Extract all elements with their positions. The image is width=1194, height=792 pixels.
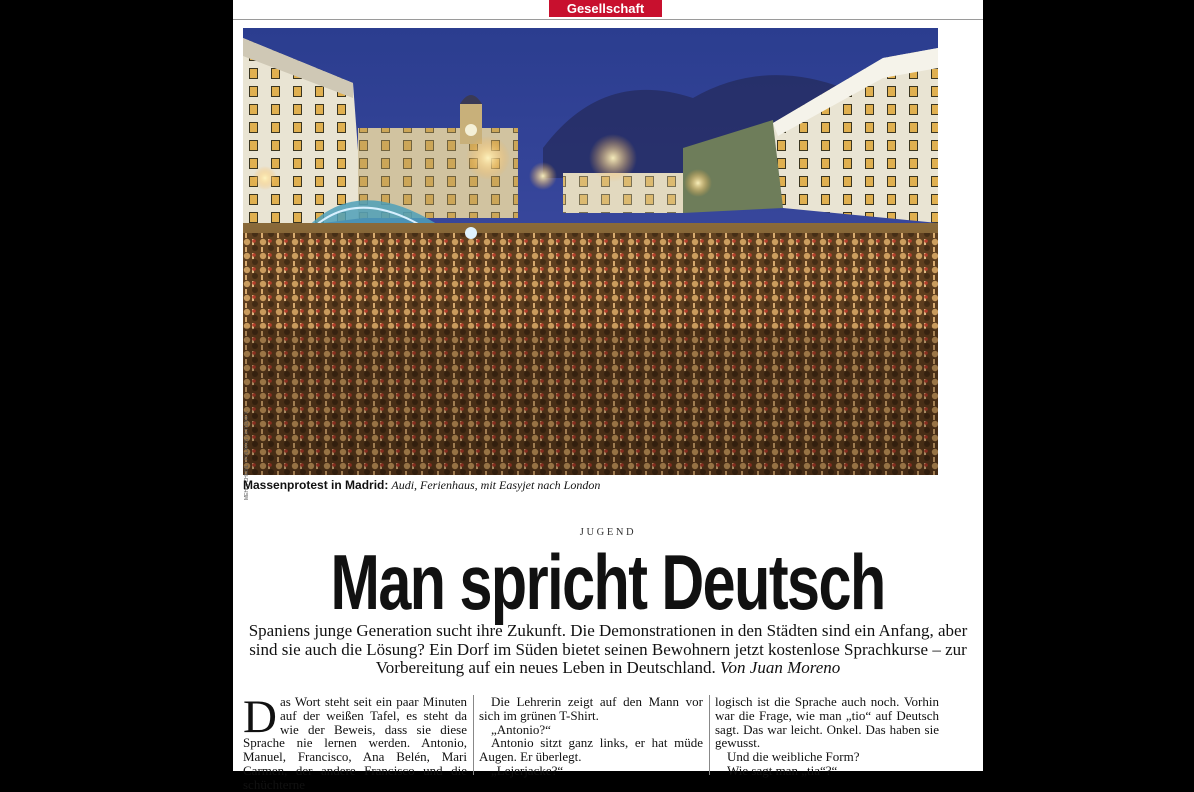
body-paragraph: Die Lehrerin zeigt auf den Mann vor sich im grünen T-Shirt. <box>479 694 703 723</box>
body-paragraph: as Wort steht seit ein paar Minuten auf der weißen Tafel, es steht da wie der Beweis, dass sie diese Sprache nie lernen werden. Antonio, Manuel, Francisco, Ana Belén, Mari Carmen, der andere Francisco und die schüchterne <box>243 694 467 792</box>
body-paragraph: „Antonio?“ <box>491 721 551 737</box>
column-divider <box>709 695 710 775</box>
article-headline <box>233 538 983 626</box>
body-paragraph: Antonio sitzt ganz links, er hat müde Augen. Er überlegt. <box>479 735 703 765</box>
body-paragraph: logisch ist die Sprache auch noch. Vorhin war die Frage, wie man „tio“ auf Deutsch sagt. Das war leicht. Onkel. Das haben sie gewusst. <box>715 694 939 751</box>
drop-cap: D <box>243 691 277 743</box>
body-column-2 <box>479 695 703 778</box>
caption-lead: Massenprotest in Madrid: <box>243 478 389 492</box>
body-paragraph: Und die weibliche Form? <box>727 749 860 765</box>
body-column-3 <box>715 695 939 778</box>
body-paragraph: Wie sagt man „tia“?“ <box>727 762 838 778</box>
deck-text: Spaniens junge Generation sucht ihre Zukunft. Die Demonstrationen in den Städten sind ein Anfang, aber sind sie auch die Lösung? Ein Dorf im Süden bietet seinen Bewohnern jetzt kostenlose Sprachkurse – zur Vorbereitung auf ein neues Leben in Deutschland. <box>248 621 968 678</box>
photo-caption <box>243 478 600 493</box>
article-deck <box>239 622 977 678</box>
article-kicker: JUGEND <box>579 527 637 538</box>
body-paragraph: „Lejerjacke?“ <box>491 762 564 778</box>
section-label[interactable]: Gesellschaft <box>549 0 662 17</box>
article-byline: Von Juan Moreno <box>720 658 841 678</box>
headline-text: Man spricht Deutsch <box>330 538 886 626</box>
photo-credit: MEHDI CHEBIL / POLARIS / STUDIO X <box>244 411 250 500</box>
header-rule <box>233 19 983 20</box>
madrid-crowd-image <box>243 28 938 475</box>
column-divider <box>473 695 474 775</box>
body-column-1 <box>243 691 467 792</box>
article-body <box>243 691 939 792</box>
caption-text: Audi, Ferienhaus, mit Easyjet nach London <box>391 478 601 492</box>
magazine-page <box>233 0 983 792</box>
